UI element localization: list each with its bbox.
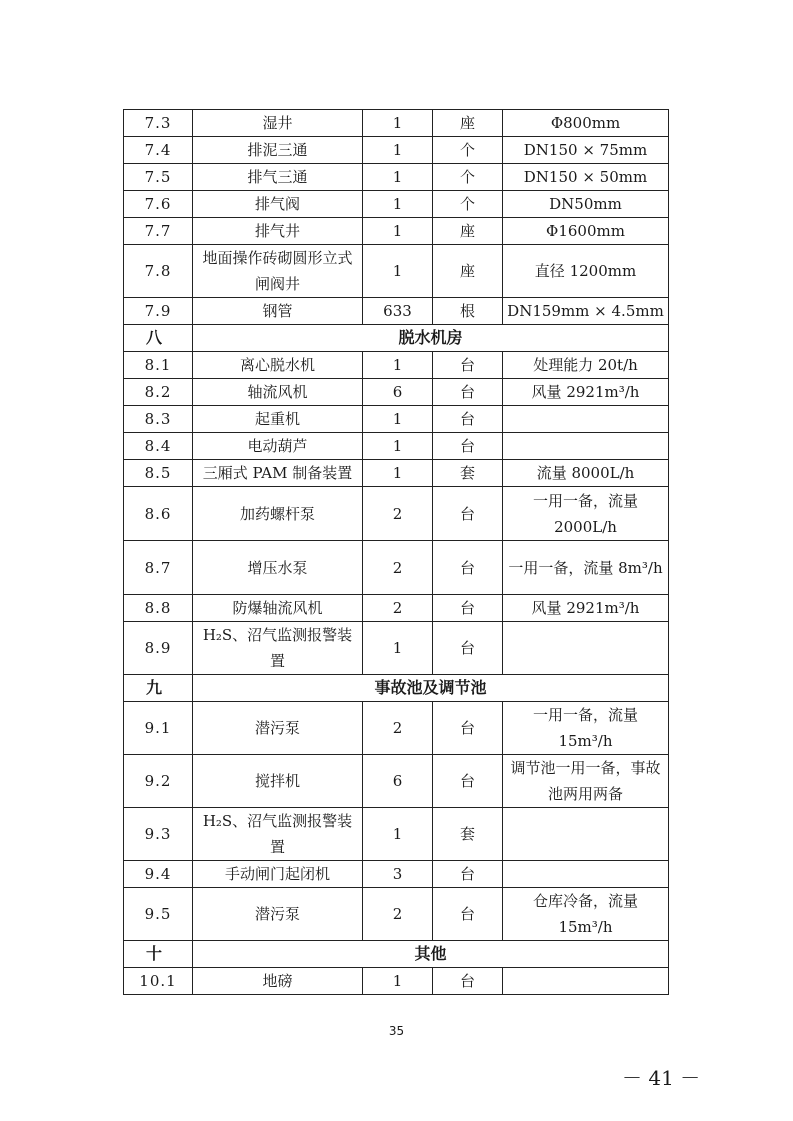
table-row	[124, 379, 669, 406]
cell-spec	[503, 433, 669, 460]
cell-unit: 台	[433, 888, 503, 941]
cell-no: 8.5	[124, 460, 193, 487]
cell-qty: 1	[363, 406, 433, 433]
cell-no: 8.9	[124, 622, 193, 675]
cell-name: 加药螺杆泵	[193, 487, 363, 541]
cell-spec	[503, 808, 669, 861]
section-title: 事故池及调节池	[193, 675, 669, 702]
cell-qty: 633	[363, 298, 433, 325]
equipment-table-body	[124, 110, 669, 995]
cell-qty: 1	[363, 137, 433, 164]
cell-unit: 台	[433, 541, 503, 595]
cell-no: 7.9	[124, 298, 193, 325]
cell-qty: 2	[363, 487, 433, 541]
cell-unit: 台	[433, 968, 503, 995]
table-row	[124, 460, 669, 487]
cell-no: 8.3	[124, 406, 193, 433]
table-row	[124, 433, 669, 460]
cell-unit: 台	[433, 861, 503, 888]
cell-spec: DN159mm × 4.5mm	[503, 298, 669, 325]
table-row	[124, 298, 669, 325]
table-row	[124, 110, 669, 137]
cell-spec: 仓库冷备，流量 15m³/h	[503, 888, 669, 941]
cell-unit: 座	[433, 245, 503, 298]
section-title: 脱水机房	[193, 325, 669, 352]
table-row	[124, 218, 669, 245]
cell-spec	[503, 406, 669, 433]
cell-spec: 直径 1200mm	[503, 245, 669, 298]
cell-name: H₂S、沼气监测报警装置	[193, 622, 363, 675]
cell-spec: 调节池一用一备，事故池两用两备	[503, 755, 669, 808]
page-number: 35	[388, 1024, 405, 1038]
cell-unit: 个	[433, 191, 503, 218]
cell-qty: 1	[363, 622, 433, 675]
cell-qty: 1	[363, 808, 433, 861]
cell-no: 7.7	[124, 218, 193, 245]
cell-name: 潜污泵	[193, 702, 363, 755]
section-row	[124, 941, 669, 968]
cell-no: 9.5	[124, 888, 193, 941]
cell-unit: 个	[433, 137, 503, 164]
cell-unit: 根	[433, 298, 503, 325]
cell-name: 起重机	[193, 406, 363, 433]
cell-spec: DN150 × 50mm	[503, 164, 669, 191]
cell-no: 10.1	[124, 968, 193, 995]
cell-spec	[503, 861, 669, 888]
cell-qty: 6	[363, 379, 433, 406]
cell-unit: 套	[433, 460, 503, 487]
cell-unit: 台	[433, 702, 503, 755]
table-row	[124, 352, 669, 379]
cell-spec: 处理能力 20t/h	[503, 352, 669, 379]
cell-name: 湿井	[193, 110, 363, 137]
section-number: 八	[124, 325, 193, 352]
cell-spec: 风量 2921m³/h	[503, 379, 669, 406]
section-number: 十	[124, 941, 193, 968]
cell-spec: 一用一备，流量 8m³/h	[503, 541, 669, 595]
outer-page-number: － 41 －	[622, 1066, 701, 1090]
section-row	[124, 675, 669, 702]
cell-qty: 6	[363, 755, 433, 808]
cell-unit: 台	[433, 406, 503, 433]
cell-name: 排气井	[193, 218, 363, 245]
table-row	[124, 808, 669, 861]
table-row	[124, 622, 669, 675]
cell-no: 7.3	[124, 110, 193, 137]
cell-unit: 台	[433, 379, 503, 406]
cell-unit: 台	[433, 755, 503, 808]
cell-unit: 台	[433, 595, 503, 622]
table-row	[124, 245, 669, 298]
cell-no: 8.7	[124, 541, 193, 595]
section-title: 其他	[193, 941, 669, 968]
cell-name: 排泥三通	[193, 137, 363, 164]
cell-spec: Φ1600mm	[503, 218, 669, 245]
cell-spec: DN150 × 75mm	[503, 137, 669, 164]
cell-spec: 一用一备，流量 2000L/h	[503, 487, 669, 541]
table-row	[124, 595, 669, 622]
table-row	[124, 755, 669, 808]
cell-no: 9.2	[124, 755, 193, 808]
table-row	[124, 406, 669, 433]
cell-no: 7.6	[124, 191, 193, 218]
cell-name: 三厢式 PAM 制备装置	[193, 460, 363, 487]
table-row	[124, 541, 669, 595]
table-row	[124, 137, 669, 164]
cell-qty: 3	[363, 861, 433, 888]
equipment-table	[123, 109, 669, 995]
cell-name: 手动闸门起闭机	[193, 861, 363, 888]
cell-no: 8.8	[124, 595, 193, 622]
cell-name: 电动葫芦	[193, 433, 363, 460]
cell-spec	[503, 968, 669, 995]
cell-name: 搅拌机	[193, 755, 363, 808]
cell-qty: 1	[363, 110, 433, 137]
cell-name: 排气三通	[193, 164, 363, 191]
cell-no: 7.8	[124, 245, 193, 298]
section-number: 九	[124, 675, 193, 702]
cell-qty: 1	[363, 433, 433, 460]
cell-name: 钢管	[193, 298, 363, 325]
cell-name: 排气阀	[193, 191, 363, 218]
table-row	[124, 968, 669, 995]
cell-unit: 个	[433, 164, 503, 191]
cell-qty: 2	[363, 888, 433, 941]
cell-spec	[503, 622, 669, 675]
cell-qty: 2	[363, 702, 433, 755]
cell-qty: 1	[363, 218, 433, 245]
cell-spec: DN50mm	[503, 191, 669, 218]
cell-qty: 1	[363, 968, 433, 995]
cell-qty: 1	[363, 191, 433, 218]
cell-no: 8.4	[124, 433, 193, 460]
cell-unit: 台	[433, 622, 503, 675]
cell-unit: 座	[433, 110, 503, 137]
cell-no: 7.5	[124, 164, 193, 191]
section-row	[124, 325, 669, 352]
cell-name: H₂S、沼气监测报警装置	[193, 808, 363, 861]
cell-name: 地面操作砖砌圆形立式闸阀井	[193, 245, 363, 298]
cell-name: 离心脱水机	[193, 352, 363, 379]
cell-name: 潜污泵	[193, 888, 363, 941]
cell-name: 防爆轴流风机	[193, 595, 363, 622]
table-row	[124, 888, 669, 941]
cell-unit: 台	[433, 352, 503, 379]
table-row	[124, 487, 669, 541]
cell-unit: 座	[433, 218, 503, 245]
cell-name: 增压水泵	[193, 541, 363, 595]
cell-qty: 1	[363, 245, 433, 298]
cell-spec: 一用一备，流量 15m³/h	[503, 702, 669, 755]
table-row	[124, 861, 669, 888]
cell-qty: 2	[363, 595, 433, 622]
cell-no: 8.2	[124, 379, 193, 406]
cell-name: 轴流风机	[193, 379, 363, 406]
table-row	[124, 164, 669, 191]
cell-unit: 套	[433, 808, 503, 861]
cell-unit: 台	[433, 433, 503, 460]
cell-spec: 风量 2921m³/h	[503, 595, 669, 622]
cell-qty: 1	[363, 460, 433, 487]
table-row	[124, 191, 669, 218]
table-row	[124, 702, 669, 755]
cell-no: 8.6	[124, 487, 193, 541]
cell-spec: 流量 8000L/h	[503, 460, 669, 487]
cell-qty: 1	[363, 352, 433, 379]
cell-no: 9.1	[124, 702, 193, 755]
cell-qty: 2	[363, 541, 433, 595]
cell-qty: 1	[363, 164, 433, 191]
cell-name: 地磅	[193, 968, 363, 995]
cell-no: 8.1	[124, 352, 193, 379]
cell-no: 9.4	[124, 861, 193, 888]
cell-no: 7.4	[124, 137, 193, 164]
cell-unit: 台	[433, 487, 503, 541]
cell-no: 9.3	[124, 808, 193, 861]
cell-spec: Φ800mm	[503, 110, 669, 137]
